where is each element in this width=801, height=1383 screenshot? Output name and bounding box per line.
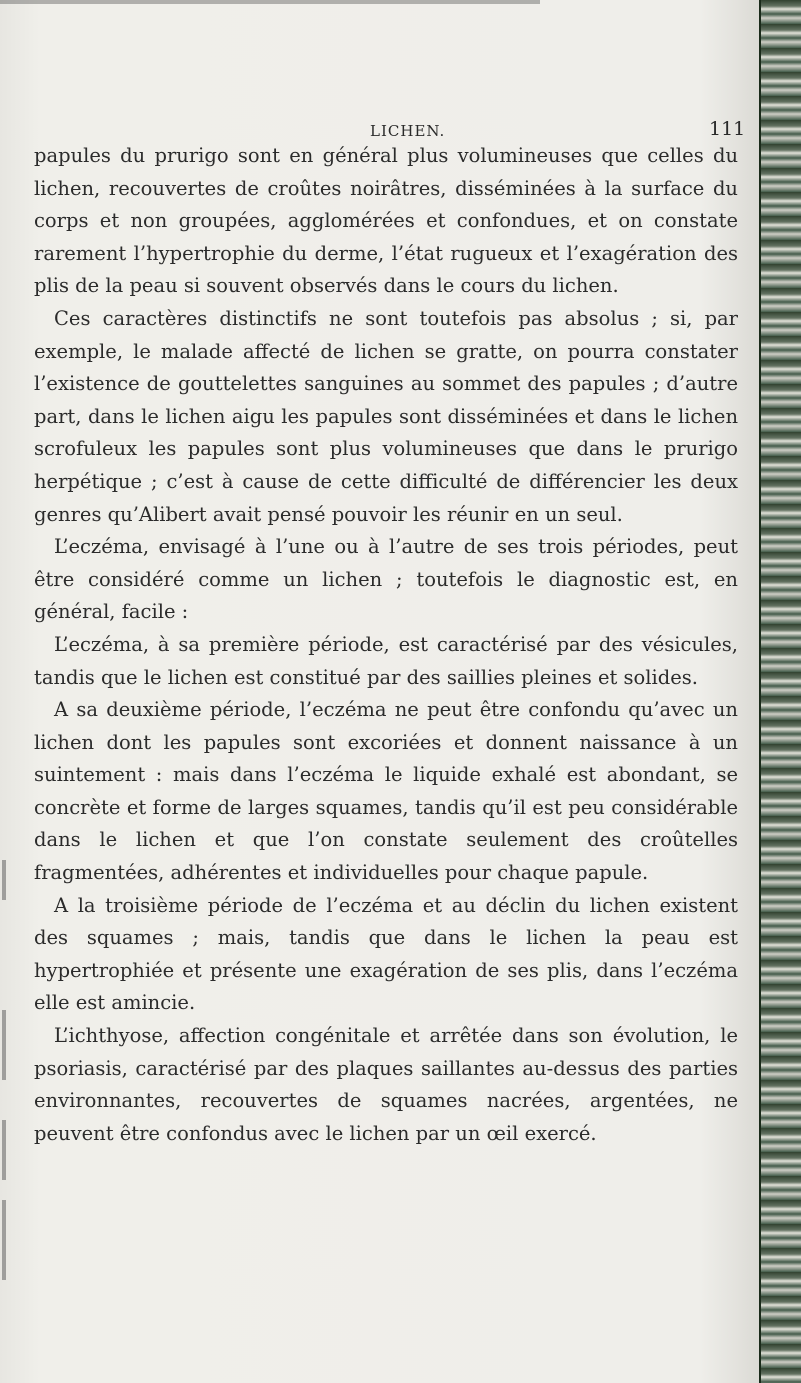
margin-mark bbox=[2, 860, 6, 900]
margin-mark bbox=[2, 1200, 6, 1280]
paragraph-4: L’eczéma, à sa première période, est caractérisé par des vésicules, tandis que le lichen est constitué par des saillies pleines et solides. bbox=[34, 632, 738, 689]
running-title: LICHEN. bbox=[370, 122, 446, 140]
paragraph-2: Ces caractères distinctifs ne sont toutefois pas absolus ; si, par exemple, le malade affecté de lichen se gratte, on pourra constater l’existence de gouttelettes sanguines au sommet des papules ; d’autre part, dans le lichen aigu les papules sont disséminées et dans le lichen scrofuleux les papules sont plus volumineuses que dans le prurigo herpétique ; c’est à cause de cette difficulté de différencier les deux genres qu’Alibert avait pensé pouvoir les réunir en un seul. bbox=[34, 306, 738, 526]
paragraph-3: L’eczéma, envisagé à l’une ou à l’autre de ses trois périodes, peut être considéré comme un lichen ; toutefois le diagnostic est, en général, facile : bbox=[34, 535, 738, 624]
margin-mark bbox=[2, 1010, 6, 1080]
left-margin-marks bbox=[0, 860, 12, 1280]
binding-edge bbox=[759, 0, 801, 1383]
paragraph-1: papules du prurigo sont en général plus volumineuses que celles du lichen, recouvertes de croûtes noirâtres, disséminées à la surface du corps et non groupées, agglomérées et confondues, et on constate rarement l’hypertrophie du derme, l’état rugueux et l’exagération des plis de la peau si souvent observés dans le cours du lichen. bbox=[34, 144, 738, 298]
margin-mark bbox=[2, 1120, 6, 1180]
paragraph-5: A sa deuxième période, l’eczéma ne peut être confondu qu’avec un lichen dont les papules sont excoriées et donnent naissance à un suintement : mais dans l’eczéma le liquide exhalé est abondant, se concrète et forme de larges squames, tandis qu’il est peu considérable dans le lichen et que l’on constate seulement des croûtelles fragmentées, adhérentes et individuelles pour chaque papule. bbox=[34, 698, 738, 885]
paragraph-7: L’ichthyose, affection congénitale et arrêtée dans son évolution, le psoriasis, caractérisé par des plaques saillantes au-dessus des parties environnantes, recouvertes de squames nacrées, argentées, ne peuvent être confondus avec le lichen par un œil exercé. bbox=[34, 1024, 738, 1145]
paragraph-6: A la troisième période de l’eczéma et au déclin du lichen existent des squames ; mais, tandis que dans le lichen la peau est hypertrophiée et présente une exagération de ses plis, dans l’eczéma elle est amincie. bbox=[34, 893, 738, 1015]
page-number: 111 bbox=[709, 118, 746, 140]
body-text bbox=[34, 140, 738, 1150]
top-edge-rule bbox=[0, 0, 540, 4]
